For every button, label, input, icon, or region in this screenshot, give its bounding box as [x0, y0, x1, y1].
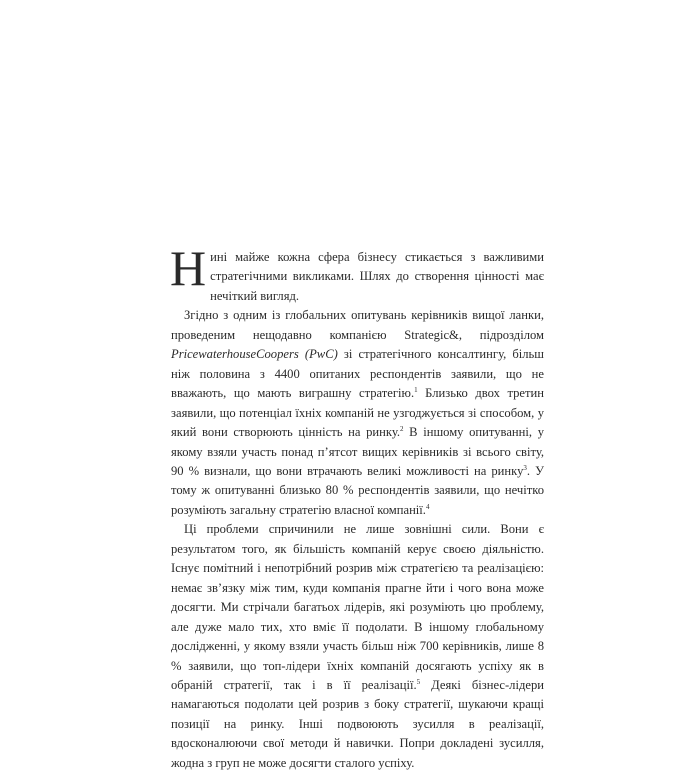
- survey-text-5: . У тому ж опитуванні близько 80 % респондентів заявили, що нечітко розуміють загальну стратегію власної компанії.: [171, 463, 544, 517]
- footnote-ref-4: 4: [425, 502, 430, 511]
- footnote-ref-2: 2: [400, 425, 404, 434]
- problems-text-2: Деякі бізнес-лідери намагаються подолати цей розрив з боку стратегії, шукаючи кращі позиції на ринку. Інші подвоюють зусилля в реалізації, вдосконалюючи свої методи й навички. Попри докладені зусилля, жодна з груп не може досягти сталого успіху.: [171, 677, 544, 770]
- paragraph-intro-text: ині майже кожна сфера бізнесу стикається з важливими стратегічними викликами. Шлях до створення цінності має нечіткий вигляд.: [210, 250, 544, 303]
- survey-text-3: Близько двох третин заявили, що потенціал їхніх компаній не узгоджується зі способом, у який вони створюють цінність на ринку.: [171, 386, 544, 440]
- drop-cap: Н: [170, 240, 207, 296]
- survey-text-4: В іншому опитуванні, у якому взяли участь понад п’ятсот вищих керівників зі всього світу, 90 % визнали, що вони втрачають великі можливості на ринку: [171, 425, 544, 478]
- survey-text-2: зі стратегічного консалтингу, більш ніж половина з 4400 опитаних респондентів заявили, що не вважають, що мають виграшну стратегію.: [171, 347, 544, 401]
- paragraph-survey: [171, 306, 544, 520]
- body-text: [170, 240, 544, 773]
- problems-text-1: Ці проблеми спричинили не лише зовнішні сили. Вони є результатом того, як більшість компаній керує своєю діяльністю. Існує помітний і непотрібний розрив між стратегією та реалізацією: немає зв’язку між тим, куди компанія прагне йти і чого вона може досягти. Ми стрічали багатьох лідерів, які розуміють цю проблему, але дуже мало тих, хто вміє її подолати. В іншому глобальному дослідженні, у якому взяли участь більш ніж 700 керівників, лише 8 % заявили, що топ-лідери їхніх компаній досягають успіху як в обраній стратегії, так і в її реалізації.: [171, 522, 544, 692]
- company-name-italic: PricewaterhouseCoopers (PwC): [171, 347, 338, 362]
- footnote-ref-1: 1: [414, 386, 418, 395]
- survey-text-1: Згідно з одним із глобальних опитувань керівників вищої ланки, проведеним нещодавно компанією Strategic&, підрозділом: [171, 308, 544, 342]
- paragraph-problems: [171, 520, 544, 773]
- paragraph-intro: [170, 240, 544, 306]
- footnote-ref-5: 5: [416, 677, 421, 686]
- footnote-ref-3: 3: [523, 463, 527, 472]
